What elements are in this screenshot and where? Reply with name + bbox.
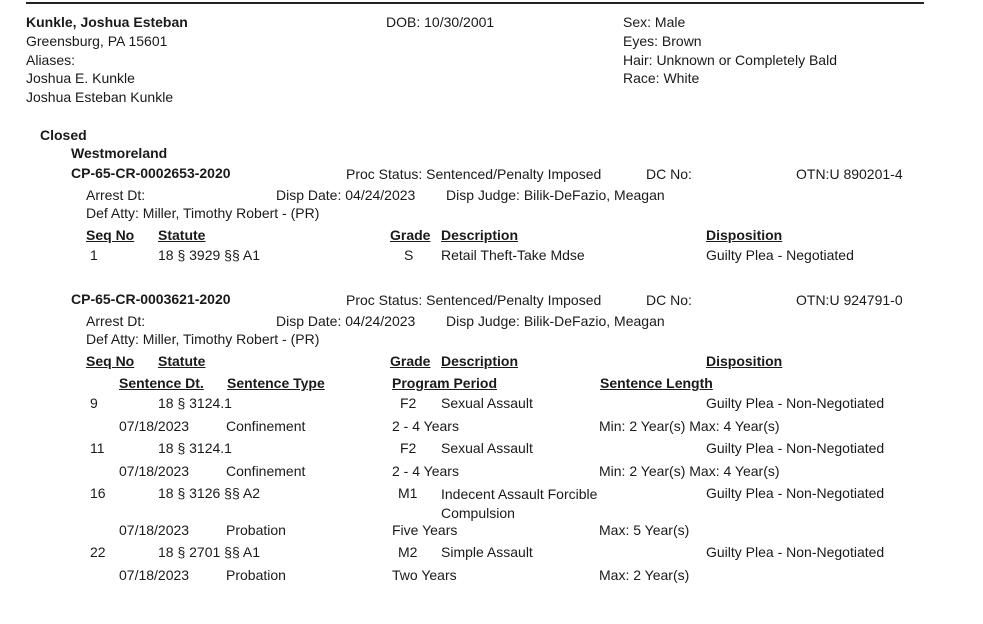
col-disposition: Disposition [706,227,783,243]
dc-no: DC No: [646,292,692,308]
disp-judge: Disp Judge: Bilik-DeFazio, Meagan [446,187,665,203]
alias-1: Joshua E. Kunkle [26,70,135,86]
dob: DOB: 10/30/2001 [386,14,495,30]
charge-seq: 9 [90,395,98,411]
dc-no: DC No: [646,166,692,182]
col-description: Description [441,353,519,369]
program-period: 2 - 4 Years [392,463,459,479]
charge-seq: 11 [90,440,105,456]
section-status: Closed [40,127,87,143]
charge-description: Simple Assault [441,544,533,560]
top-rule [26,2,924,4]
charge-grade: S [404,247,414,263]
eyes: Eyes: Brown [623,33,702,49]
col-statute: Statute [158,227,206,243]
sex: Sex: Male [623,14,686,30]
sentence-date: 07/18/2023 [119,567,190,583]
sentence-type: Confinement [226,418,306,434]
sentence-date: 07/18/2023 [119,463,190,479]
charge-statute: 18 § 3929 §§ A1 [158,247,260,263]
sentence-type: Probation [226,567,286,583]
charge-disposition: Guilty Plea - Negotiated [706,247,854,263]
charge-disposition: Guilty Plea - Non-Negotiated [706,544,885,560]
program-period: Two Years [392,567,457,583]
sentence-date: 07/18/2023 [119,522,190,538]
charge-statute: 18 § 3124.1 [158,440,232,456]
sentence-type: Confinement [226,463,306,479]
col-seq-no: Seq No [86,353,135,369]
col-sentence-dt: Sentence Dt. [119,375,204,391]
col-statute: Statute [158,353,206,369]
def-atty: Def Atty: Miller, Timothy Robert - (PR) [86,205,320,221]
docket-number: CP-65-CR-0002653-2020 [71,165,231,181]
arrest-date: Arrest Dt: [86,313,146,329]
charge-statute: 18 § 3124.1 [158,395,232,411]
charge-disposition: Guilty Plea - Non-Negotiated [706,395,885,411]
alias-2: Joshua Esteban Kunkle [26,89,174,105]
charge-statute: 18 § 2701 §§ A1 [158,544,260,560]
col-program-period: Program Period [392,375,498,391]
proc-status: Proc Status: Sentenced/Penalty Imposed [346,166,602,182]
charge-seq: 16 [90,485,106,501]
charge-disposition: Guilty Plea - Non-Negotiated [706,485,885,501]
hair: Hair: Unknown or Completely Bald [623,52,837,68]
program-period: 2 - 4 Years [392,418,459,434]
charge-grade: M2 [398,544,418,560]
col-sentence-length: Sentence Length [600,375,713,391]
sentence-date: 07/18/2023 [119,418,190,434]
sentence-length: Min: 2 Year(s) Max: 4 Year(s) [599,418,780,434]
proc-status: Proc Status: Sentenced/Penalty Imposed [346,292,602,308]
defendant-name: Kunkle, Joshua Esteban [26,14,188,30]
docket-number: CP-65-CR-0003621-2020 [71,291,231,307]
charge-seq: 22 [90,544,106,560]
sentence-length: Min: 2 Year(s) Max: 4 Year(s) [599,463,780,479]
col-disposition: Disposition [706,353,783,369]
charge-description: Sexual Assault [441,395,533,411]
arrest-date: Arrest Dt: [86,187,146,203]
sentence-length: Max: 2 Year(s) [599,567,690,583]
col-sentence-type: Sentence Type [227,375,325,391]
col-description: Description [441,227,519,243]
disp-date: Disp Date: 04/24/2023 [276,187,416,203]
defendant-location: Greensburg, PA 15601 [26,33,168,49]
def-atty: Def Atty: Miller, Timothy Robert - (PR) [86,331,320,347]
county-name: Westmoreland [71,145,168,161]
charge-description: Retail Theft-Take Mdse [441,247,585,263]
charge-description: Indecent Assault Forcible [441,486,598,502]
charge-grade: F2 [400,395,417,411]
col-grade: Grade [390,353,431,369]
charge-statute: 18 § 3126 §§ A2 [158,485,260,501]
program-period: Five Years [392,522,458,538]
charge-grade: F2 [400,440,417,456]
disp-judge: Disp Judge: Bilik-DeFazio, Meagan [446,313,665,329]
charge-seq: 1 [90,247,98,263]
charge-grade: M1 [398,485,418,501]
charge-disposition: Guilty Plea - Non-Negotiated [706,440,885,456]
disp-date: Disp Date: 04/24/2023 [276,313,416,329]
otn: OTN:U 924791-0 [796,292,903,308]
otn: OTN:U 890201-4 [796,166,903,182]
aliases-label: Aliases: [26,52,76,68]
charge-description-cont: Compulsion [441,505,515,521]
charge-description: Sexual Assault [441,440,533,456]
race: Race: White [623,70,700,86]
sentence-length: Max: 5 Year(s) [599,522,690,538]
sentence-type: Probation [226,522,286,538]
col-seq-no: Seq No [86,227,135,243]
col-grade: Grade [390,227,431,243]
